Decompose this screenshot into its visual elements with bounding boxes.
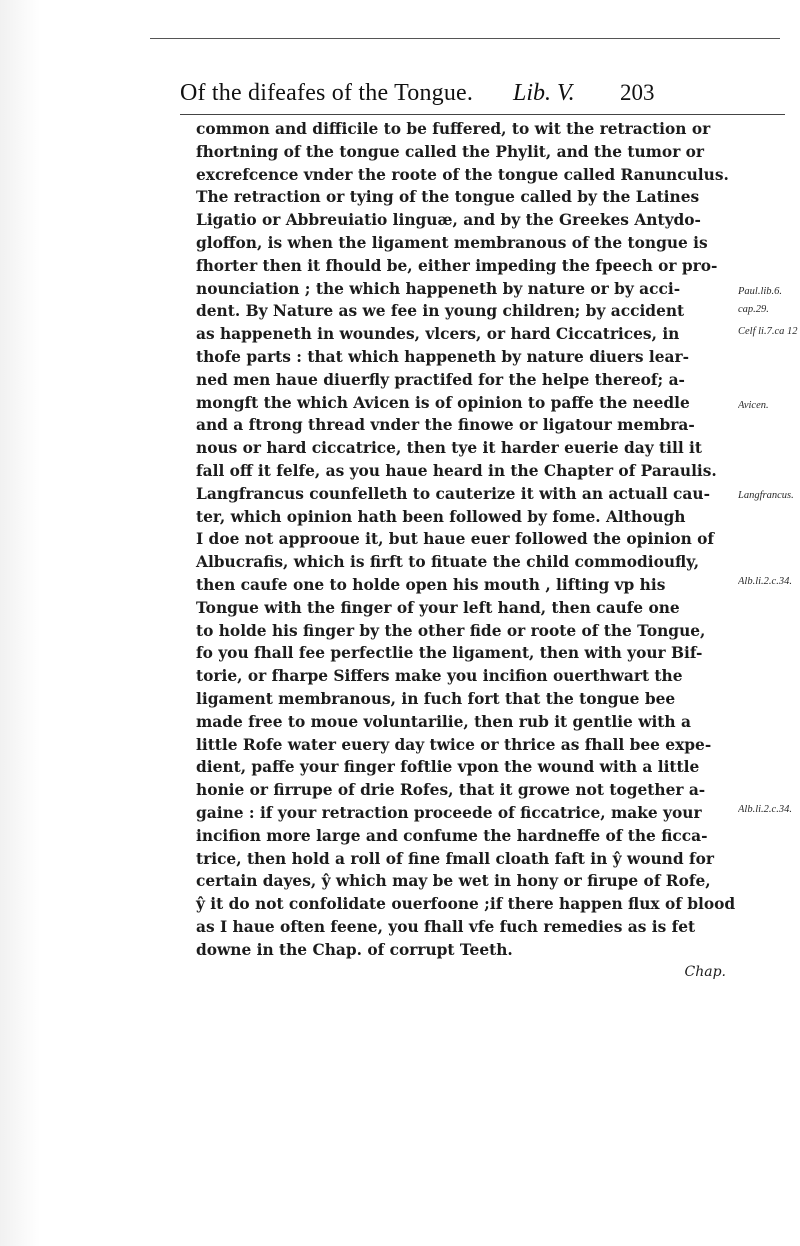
margin-note-paul: Paul.lib.6. bbox=[738, 286, 783, 297]
margin-note-albucrafis-2: Alb.li.2.c.34. bbox=[738, 804, 792, 815]
text-line: fo you fhall fee perfectlie the ligament, then with your Bif- bbox=[196, 644, 703, 663]
text-line: ŷ it do not confolidate ouerfoone ;if there happen flux of blood bbox=[196, 895, 736, 914]
text-line: as happeneth in woundes, vlcers, or hard Ciccatrices, in bbox=[196, 325, 680, 344]
text-line: Tongue with the finger of your left hand, then caufe one bbox=[196, 598, 680, 617]
text-line: and a ftrong thread vnder the finowe or ligatour membra- bbox=[196, 416, 695, 435]
margin-note-cap: cap.29. bbox=[738, 304, 769, 315]
text-line: dient, paffe your finger foftlie vpon the wound with a little bbox=[196, 758, 700, 777]
text-line: mongft the which Avicen is of opinion to paffe the needle bbox=[196, 393, 690, 412]
top-rule bbox=[150, 38, 780, 39]
text-line: ter, which opinion hath been followed by fome. Although bbox=[196, 507, 686, 526]
text-line: nounciation ; the which happeneth by nature or by acci- bbox=[196, 279, 681, 298]
running-title: Of the difeafes of the Tongue. bbox=[180, 80, 474, 106]
text-line: fhorter then it fhould be, either impeding the fpeech or pro- bbox=[196, 256, 718, 275]
text-line: fhortning of the tongue called the Phylit, and the tumor or bbox=[196, 142, 705, 161]
text-line: nous or hard ciccatrice, then tye it harder euerie day till it bbox=[196, 439, 702, 458]
margin-note-albucrafis-1: Alb.li.2.c.34. bbox=[738, 576, 792, 587]
page-number: 203 bbox=[620, 80, 655, 105]
text-line: thofe parts : that which happeneth by nature diuers lear- bbox=[196, 347, 690, 366]
text-line: I doe not approoue it, but haue euer followed the opinion of bbox=[196, 530, 715, 549]
header-rule bbox=[180, 114, 785, 115]
text-line: dent. By Nature as we fee in young children; by accident bbox=[196, 302, 685, 321]
text-line: honie or firrupe of drie Rofes, that it growe not together a- bbox=[196, 781, 706, 800]
text-line: downe in the Chap. of corrupt Teeth. bbox=[196, 940, 513, 959]
page-binding-edge bbox=[0, 0, 40, 1246]
text-line: as I haue often feene, you fhall vfe fuch remedies as is fet bbox=[196, 917, 696, 936]
text-line: incifion more large and confume the hardneffe of the ficca- bbox=[196, 826, 708, 845]
text-line: gloffon, is when the ligament membranous of the tongue is bbox=[196, 233, 708, 252]
text-line: ligament membranous, in fuch fort that the tongue bee bbox=[196, 689, 676, 708]
catchword: Chap. bbox=[684, 964, 726, 981]
text-line: The retraction or tying of the tongue called by the Latines bbox=[196, 188, 700, 207]
margin-note-langfrancus: Langfrancus. bbox=[738, 490, 794, 501]
margin-note-cels: Celf li.7.ca 12 bbox=[738, 326, 798, 337]
text-line: made free to moue voluntarilie, then rub it gentlie with a bbox=[196, 712, 691, 731]
text-line: trice, then hold a roll of fine fmall cloath faft in ŷ wound for bbox=[196, 849, 714, 868]
text-line: ned men haue diuerfly practifed for the helpe thereof; a- bbox=[196, 370, 685, 389]
text-line: to holde his finger by the other fide or roote of the Tongue, bbox=[196, 621, 706, 640]
text-line: Albucrafis, which is firft to fituate the child commodioufly, bbox=[196, 553, 700, 572]
text-line: little Rofe water euery day twice or thrice as fhall bee expe- bbox=[196, 735, 712, 754]
body-text bbox=[196, 118, 738, 984]
text-line: certain dayes, ŷ which may be wet in hony or firupe of Rofe, bbox=[196, 872, 711, 891]
book-number: Lib. V. bbox=[513, 80, 575, 106]
text-line: gaine : if your retraction proceede of ficcatrice, make your bbox=[196, 803, 702, 822]
text-line: common and difficile to be fuffered, to wit the retraction or bbox=[196, 120, 711, 138]
text-line: Langfrancus counfelleth to cauterize it with an actuall cau- bbox=[196, 484, 710, 503]
text-line: then caufe one to holde open his mouth , lifting vp his bbox=[196, 575, 666, 594]
text-line: fall off it felfe, as you haue heard in the Chapter of Paraulis. bbox=[196, 461, 717, 480]
text-line: torie, or fharpe Siffers make you incifion ouerthwart the bbox=[196, 667, 683, 686]
text-line: Ligatio or Abbreuiatio linguæ, and by the Greekes Antydo- bbox=[196, 211, 701, 230]
text-line: excrefcence vnder the roote of the tongue called Ranunculus. bbox=[196, 165, 729, 184]
margin-note-avicen: Avicen. bbox=[738, 400, 769, 411]
